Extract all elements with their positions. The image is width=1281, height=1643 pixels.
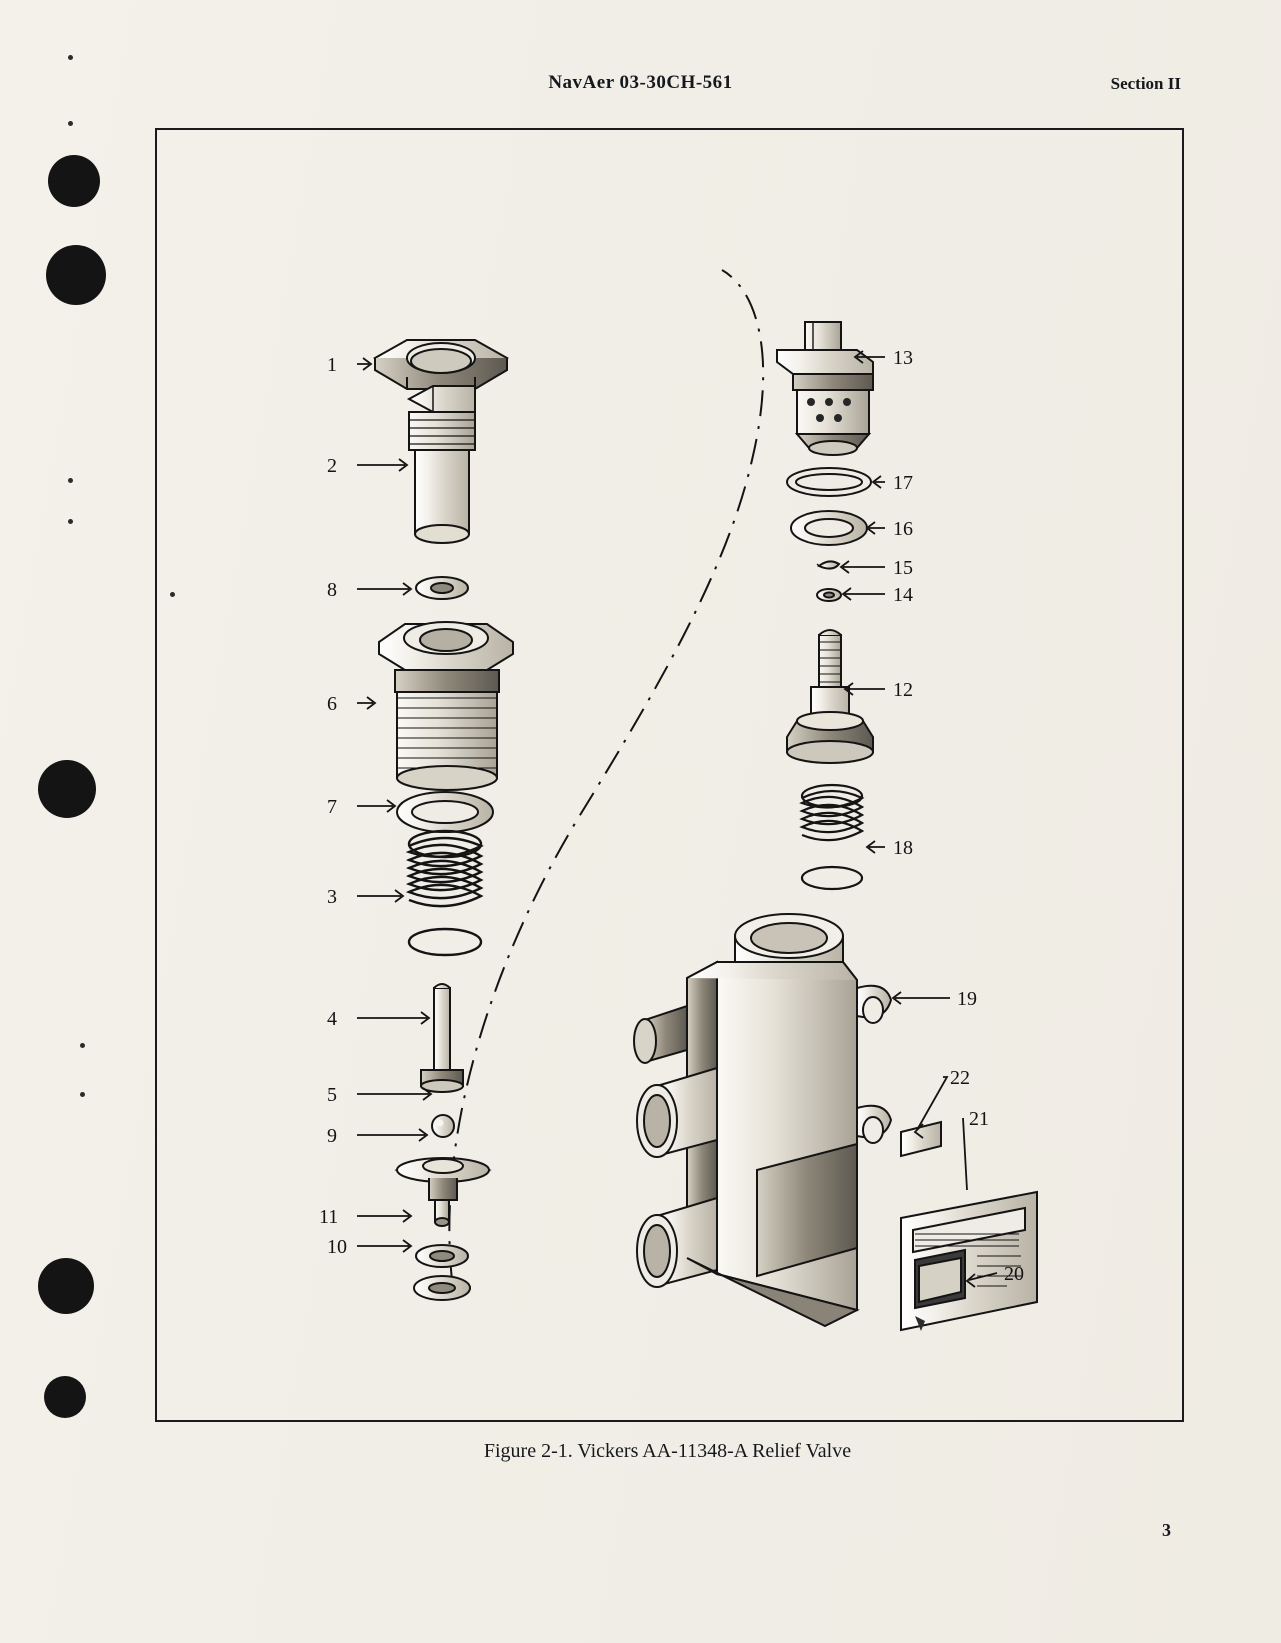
callout-12: 12: [893, 679, 913, 701]
callout-2: 2: [327, 455, 337, 477]
callout-7: 7: [327, 796, 337, 818]
callout-13: 13: [893, 347, 913, 369]
binder-hole-1: [48, 155, 100, 207]
page-number: 3: [1162, 1520, 1171, 1540]
callout-20: 20: [1004, 1263, 1024, 1285]
section-label: Section II: [1110, 74, 1181, 93]
callout-3: 3: [327, 886, 337, 908]
callout-5: 5: [327, 1084, 337, 1106]
page-header: [0, 72, 1281, 96]
callout-16: 16: [893, 518, 913, 540]
document-number: NavAer 03-30CH-561: [548, 72, 733, 93]
callout-14: 14: [893, 584, 913, 606]
binder-hole-3: [38, 760, 96, 818]
callout-1: 1: [327, 354, 337, 376]
binder-hole-5: [44, 1376, 86, 1418]
callout-21: 21: [969, 1108, 989, 1130]
callout-6: 6: [327, 693, 337, 715]
binder-hole-2: [46, 245, 106, 305]
binder-hole-4: [38, 1258, 94, 1314]
callout-18: 18: [893, 837, 913, 859]
callout-11: 11: [319, 1206, 339, 1228]
exploded-view-illustration: [157, 130, 1182, 1420]
callout-15: 15: [893, 557, 913, 579]
paper-speck-3: [68, 478, 73, 483]
callout-22: 22: [950, 1067, 970, 1089]
callout-8: 8: [327, 579, 337, 601]
paper-speck-1: [68, 55, 73, 60]
paper-speck-2: [68, 121, 73, 126]
callout-17: 17: [893, 472, 913, 494]
paper-speck-6: [80, 1043, 85, 1048]
callout-4: 4: [327, 1008, 337, 1030]
paper-speck-7: [80, 1092, 85, 1097]
callout-10: 10: [327, 1236, 347, 1258]
figure-caption: Figure 2-1. Vickers AA-11348-A Relief Valve: [483, 1440, 852, 1462]
callout-19: 19: [957, 988, 977, 1010]
figure-frame: [155, 128, 1184, 1422]
paper-speck-4: [68, 519, 73, 524]
callout-9: 9: [327, 1125, 337, 1147]
